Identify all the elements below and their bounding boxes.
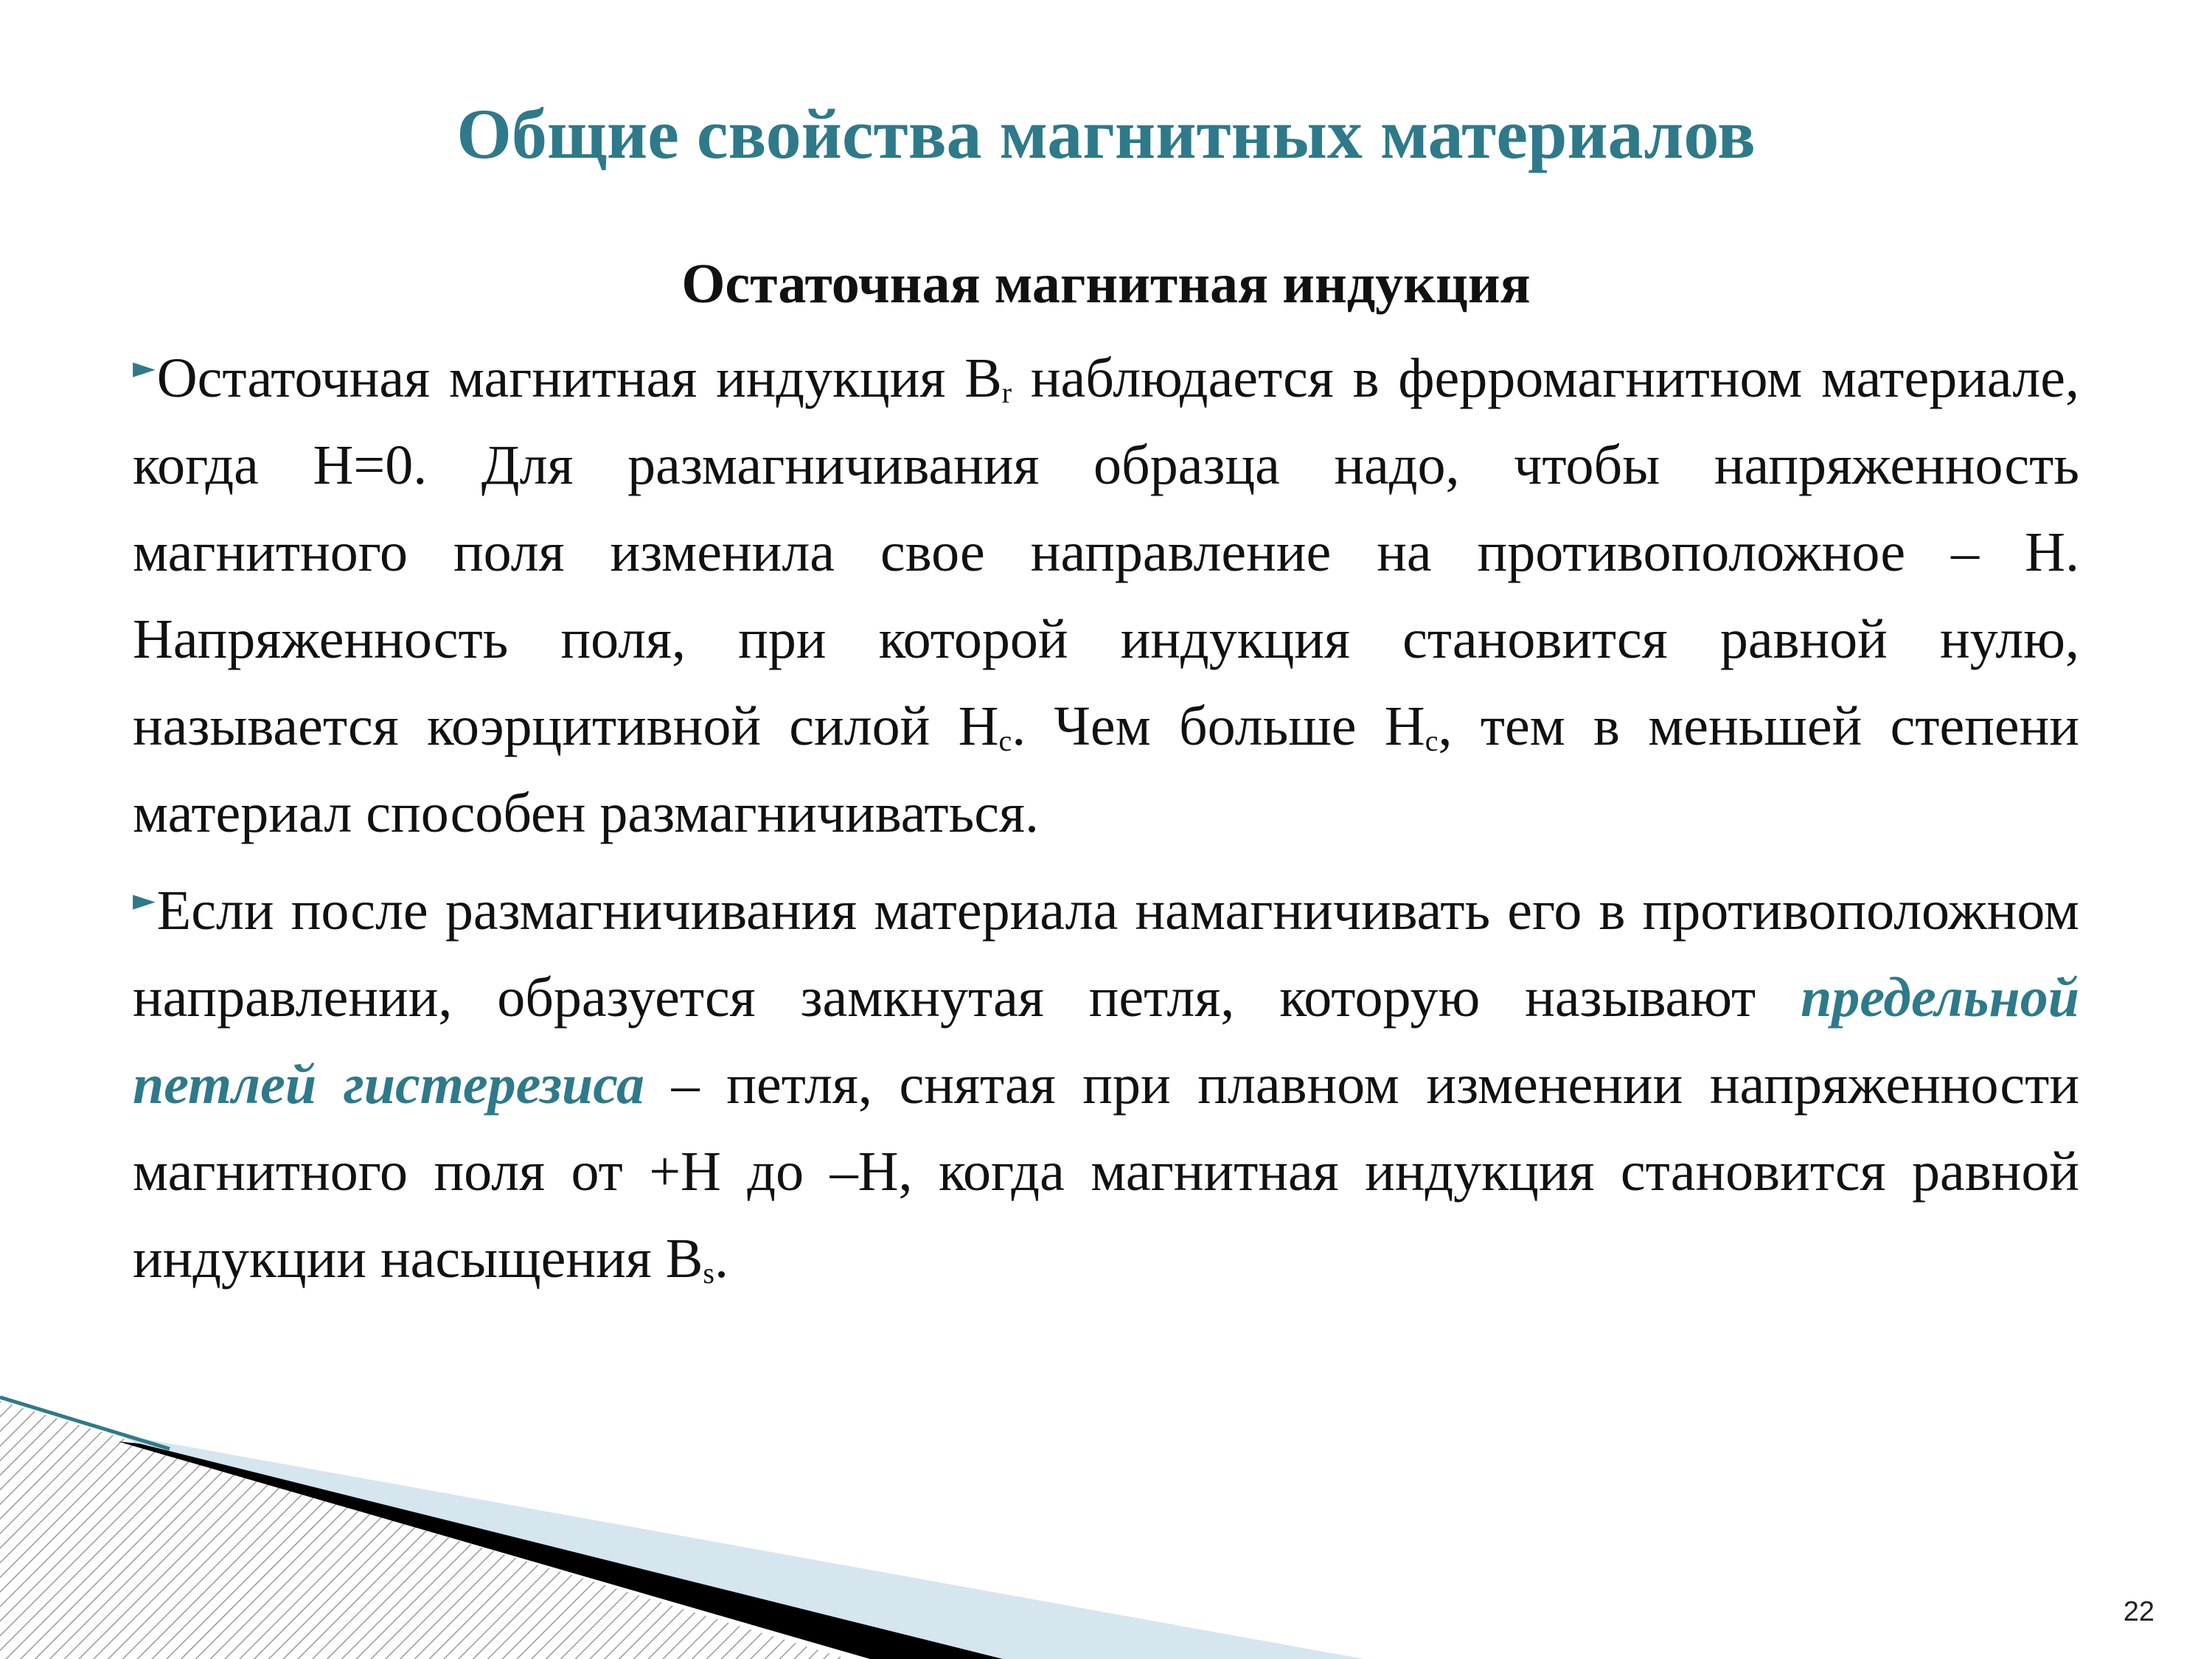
p1-text-1: Остаточная магнитная индукция B	[156, 347, 1002, 409]
p1-text-2: наблюдается в ферромагнитном материале, когда Н=0. Для размагничивания образца надо, чтобы напряженность магнитного поля изменила свое направление на противоположное – Н. Напряженность поля, при которой индукция становится равной нулю, называется коэрцитивной силой Н	[133, 347, 2079, 757]
p1-subscript-c-2: с	[1425, 724, 1439, 757]
paragraph-hysteresis-loop	[133, 857, 2079, 1302]
p1-subscript-r: r	[1001, 376, 1012, 409]
p1-text-4: , тем в меньшей степени материал способен размагничиваться.	[133, 695, 2080, 844]
slide-title: Общие свойства магнитных материалов	[456, 94, 1756, 173]
paragraph-residual-induction	[133, 324, 2079, 857]
bullet-arrow-icon: ►	[133, 351, 156, 385]
p1-subscript-c-1: с	[998, 724, 1012, 757]
section-subtitle: Остаточная магнитная индукция	[681, 253, 1531, 315]
page-number: 22	[2123, 1596, 2154, 1627]
bullet-arrow-icon: ►	[133, 883, 156, 917]
p2-subscript-s: s	[703, 1256, 714, 1290]
p2-text-1: Если после размагничивания материала намагничивать его в противоположном направлении, образуется замкнутая петля, которую называют	[133, 880, 2079, 1029]
p2-emphasis-term: предельной петлей гистерезиса	[133, 967, 2079, 1116]
p2-text-3: .	[714, 1228, 728, 1290]
p2-text-2: – петля, снятая при плавном изменении напряженности магнитного поля от +Н до –Н, когда магнитная индукция становится равной индукции насыщения B	[133, 1054, 2079, 1290]
slide-body	[133, 243, 2079, 1302]
p1-text-3: . Чем больше Н	[1012, 695, 1425, 757]
